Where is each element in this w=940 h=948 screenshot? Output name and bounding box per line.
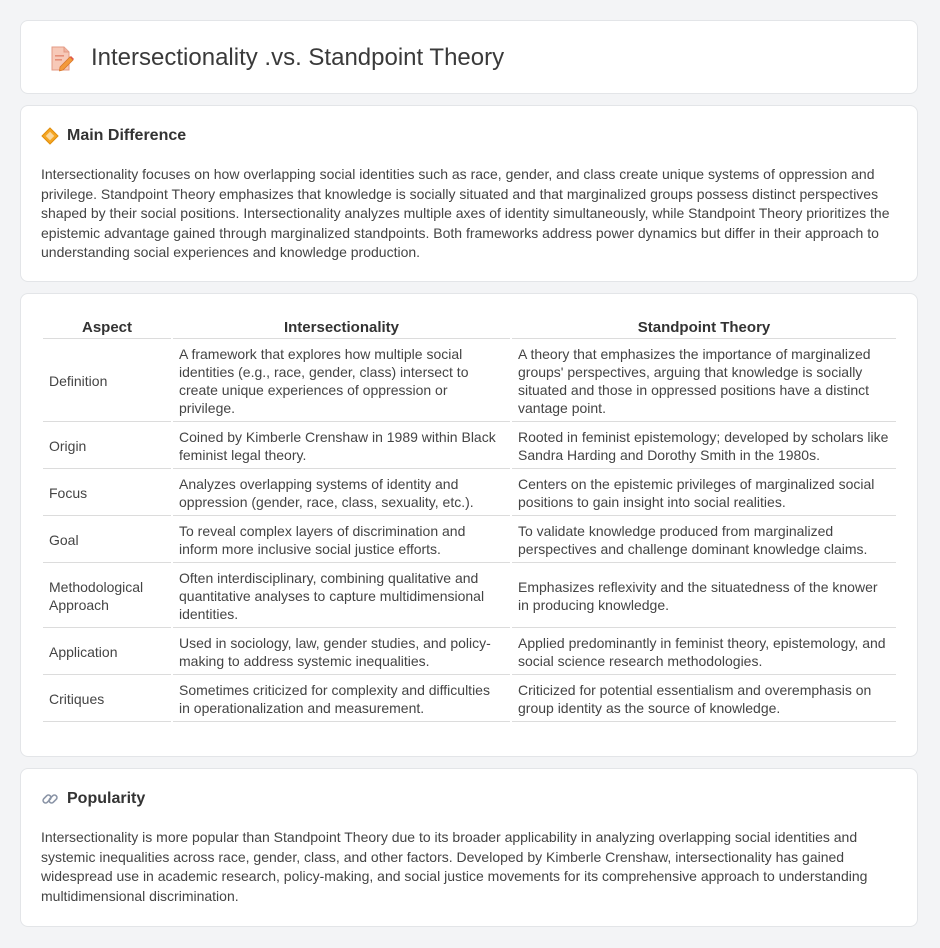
header-intersectionality: Intersectionality: [173, 316, 510, 339]
diamond-icon: [41, 127, 59, 145]
popularity-text: Intersectionality is more popular than Standpoint Theory due to its broader applicability in analyzing overlapping social identities and systemic inequalities across race, gender, class, and other factors. Developed by Kimberle Crenshaw, intersectionality has gained widespread use in academic research, policy-making, and social justice movements for its comprehensive approach to understanding multidimensional discrimination.: [41, 829, 868, 904]
table-row: [43, 630, 896, 675]
page-title: Intersectionality .vs. Standpoint Theory: [91, 44, 505, 71]
document-edit-icon: [47, 45, 75, 73]
row-intersectionality: Used in sociology, law, gender studies, and policy-making to address systemic inequalities.: [173, 630, 510, 675]
main-difference-text: Intersectionality focuses on how overlapping social identities such as race, gender, and class create unique systems of oppression and privilege. Standpoint Theory emphasizes that knowledge is socially situated and that marginalized groups possess distinct perspectives shaped by their social positions. Intersectionality analyzes multiple axes of identity simultaneously, while Standpoint Theory prioritizes the epistemic advantage gained through marginalized standpoints. Both frameworks address power dynamics but differ in their approach to understanding social experiences and knowledge production.: [41, 166, 890, 261]
row-aspect: Origin: [43, 424, 171, 469]
row-standpoint: Centers on the epistemic privileges of marginalized social positions to gain insight into social realities.: [512, 471, 896, 516]
table-header-row: [43, 316, 896, 339]
row-intersectionality: Sometimes criticized for complexity and difficulties in operationalization and measurement.: [173, 677, 510, 722]
main-difference-card: [20, 105, 918, 282]
table-row: [43, 565, 896, 628]
header-standpoint-theory: Standpoint Theory: [512, 316, 896, 339]
main-difference-heading: [41, 125, 186, 147]
row-intersectionality: Often interdisciplinary, combining qualitative and quantitative analyses to capture multidimensional identities.: [173, 565, 510, 628]
row-intersectionality: Coined by Kimberle Crenshaw in 1989 within Black feminist legal theory.: [173, 424, 510, 469]
row-aspect: Definition: [43, 341, 171, 422]
row-aspect: Focus: [43, 471, 171, 516]
row-intersectionality: Analyzes overlapping systems of identity and oppression (gender, race, class, sexuality, etc.).: [173, 471, 510, 516]
header-aspect: Aspect: [43, 316, 171, 339]
table-row: [43, 471, 896, 516]
row-standpoint: Criticized for potential essentialism and overemphasis on group identity as the source of knowledge.: [512, 677, 896, 722]
row-intersectionality: To reveal complex layers of discrimination and inform more inclusive social justice efforts.: [173, 518, 510, 563]
row-standpoint: Applied predominantly in feminist theory, epistemology, and social science research methodologies.: [512, 630, 896, 675]
row-standpoint: A theory that emphasizes the importance of marginalized groups' perspectives, arguing that knowledge is socially situated and those in oppressed positions have a distinct vantage point.: [512, 341, 896, 422]
row-intersectionality: A framework that explores how multiple social identities (e.g., race, gender, class) intersect to create unique experiences of oppression or privilege.: [173, 341, 510, 422]
comparison-table-card: [20, 293, 918, 757]
main-difference-title: Main Difference: [67, 127, 187, 144]
row-aspect: Critiques: [43, 677, 171, 722]
row-standpoint: Emphasizes reflexivity and the situatedness of the knower in producing knowledge.: [512, 565, 896, 628]
table-row: [43, 424, 896, 469]
row-aspect: Goal: [43, 518, 171, 563]
table-row: [43, 518, 896, 563]
link-icon: [41, 790, 59, 808]
header-card: [20, 20, 918, 94]
comparison-table: [41, 314, 898, 724]
row-standpoint: To validate knowledge produced from marginalized perspectives and challenge dominant knowledge claims.: [512, 518, 896, 563]
popularity-title: Popularity: [67, 790, 146, 807]
popularity-card: [20, 768, 918, 927]
row-aspect: Methodological Approach: [43, 565, 171, 628]
row-aspect: Application: [43, 630, 171, 675]
table-row: [43, 341, 896, 422]
popularity-heading: [41, 788, 145, 810]
table-row: [43, 677, 896, 722]
row-standpoint: Rooted in feminist epistemology; developed by scholars like Sandra Harding and Dorothy Smith in the 1980s.: [512, 424, 896, 469]
